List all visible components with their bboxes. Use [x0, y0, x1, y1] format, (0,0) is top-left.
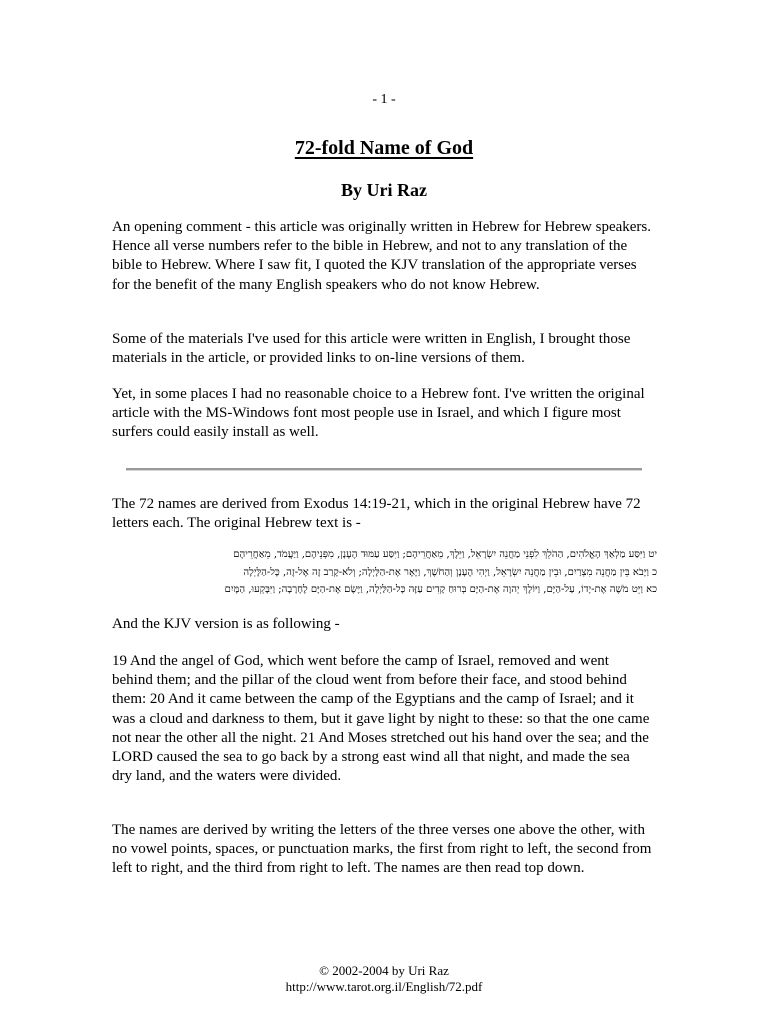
materials-paragraph: Some of the materials I've used for this article were written in English, I brought those materials in the article, or provided links to on-line versions of them.: [112, 331, 631, 367]
document-title-text: 72-fold Name of God: [294, 137, 474, 159]
kjv-verses-paragraph: 19 And the angel of God, which went before the camp of Israel, removed and went behind them; and the pillar of the cloud went from before their face, and stood behind them: 20 And it came between the camp of the Egyptians and the camp of Israel; and it was a cloud and darkness to them, but it gave light by night to these: so that the one came not near the other all the night. 21 And Moses stretched out his hand over the sea; and the LORD caused the sea to go back by a strong east wind all that night, and made the sea dry land, and the waters were divided.: [112, 653, 650, 785]
names-derivation-paragraph: The names are derived by writing the letters of the three verses one above the other, with no vowel points, spaces, or punctuation marks, the first from right to left, the second from left to right, and the third from right to left. The names are then read top down.: [112, 822, 652, 877]
footer-copyright: © 2002-2004 by Uri Raz: [319, 963, 449, 978]
intro-paragraph: An opening comment - this article was originally written in Hebrew for Hebrew speakers. Hence all verse numbers refer to the bible in Hebrew, and not to any translation of the bible to Hebrew. Where I saw fit, I quoted the KJV translation of the appropriate verses for the benefit of the many English speakers who do not know Hebrew.: [112, 219, 652, 293]
page-number: - 1 -: [372, 92, 396, 107]
kjv-intro-paragraph: And the KJV version is as following -: [112, 616, 340, 632]
hebrew-verse-19: יט וַיִּסַּע מַלְאַךְ הָאֱלֹהִים, הַהֹלֵךְ לִפְנֵי מַחֲנֵה יִשְׂרָאֵל, וַיֵּלֶךְ, מֵאַחֲרֵיהֶם; וַיִּסַּע עַמּוּד הֶעָנָן, מִפְּנֵיהֶם, וַיַּעֲמֹד, מֵאַחֲרֵיהֶם: [233, 549, 657, 560]
derivation-paragraph: The 72 names are derived from Exodus 14:19-21, which in the original Hebrew have 72 letters each. The original Hebrew text is -: [112, 496, 641, 532]
author-line: By Uri Raz: [341, 180, 427, 200]
document-title: [0, 137, 768, 160]
hebrew-verse-21: כא וַיֵּט מֹשֶׁה אֶת-יָדוֹ, עַל-הַיָּם, וַיּוֹלֶךְ יְהוָה אֶת-הַיָּם בְּרוּחַ קָדִים עַזָּה כָּל-הַלַּיְלָה, וַיָּשֶׂם אֶת-הַיָּם לֶחָרָבָה; וַיִּבָּקְעוּ, הַמָּיִם: [224, 584, 657, 595]
hebrew-text-block: [112, 546, 657, 599]
hebrew-verse-20: כ וַיָּבֹא בֵּין מַחֲנֵה מִצְרַיִם, וּבֵין מַחֲנֵה יִשְׂרָאֵל, וַיְהִי הֶעָנָן וְהַחֹשֶׁךְ, וַיָּאֶר אֶת-הַלָּיְלָה; וְלֹא-קָרַב זֶה אֶל-זֶה, כָּל-הַלָּיְלָה: [243, 566, 657, 578]
footer-url: http://www.tarot.org.il/English/72.pdf: [285, 979, 483, 994]
font-paragraph: Yet, in some places I had no reasonable choice to a Hebrew font. I've written the original article with the MS-Windows font most people use in Israel, and which I figure most surfers could easily install as well.: [112, 386, 645, 441]
horizontal-divider: [126, 468, 642, 471]
